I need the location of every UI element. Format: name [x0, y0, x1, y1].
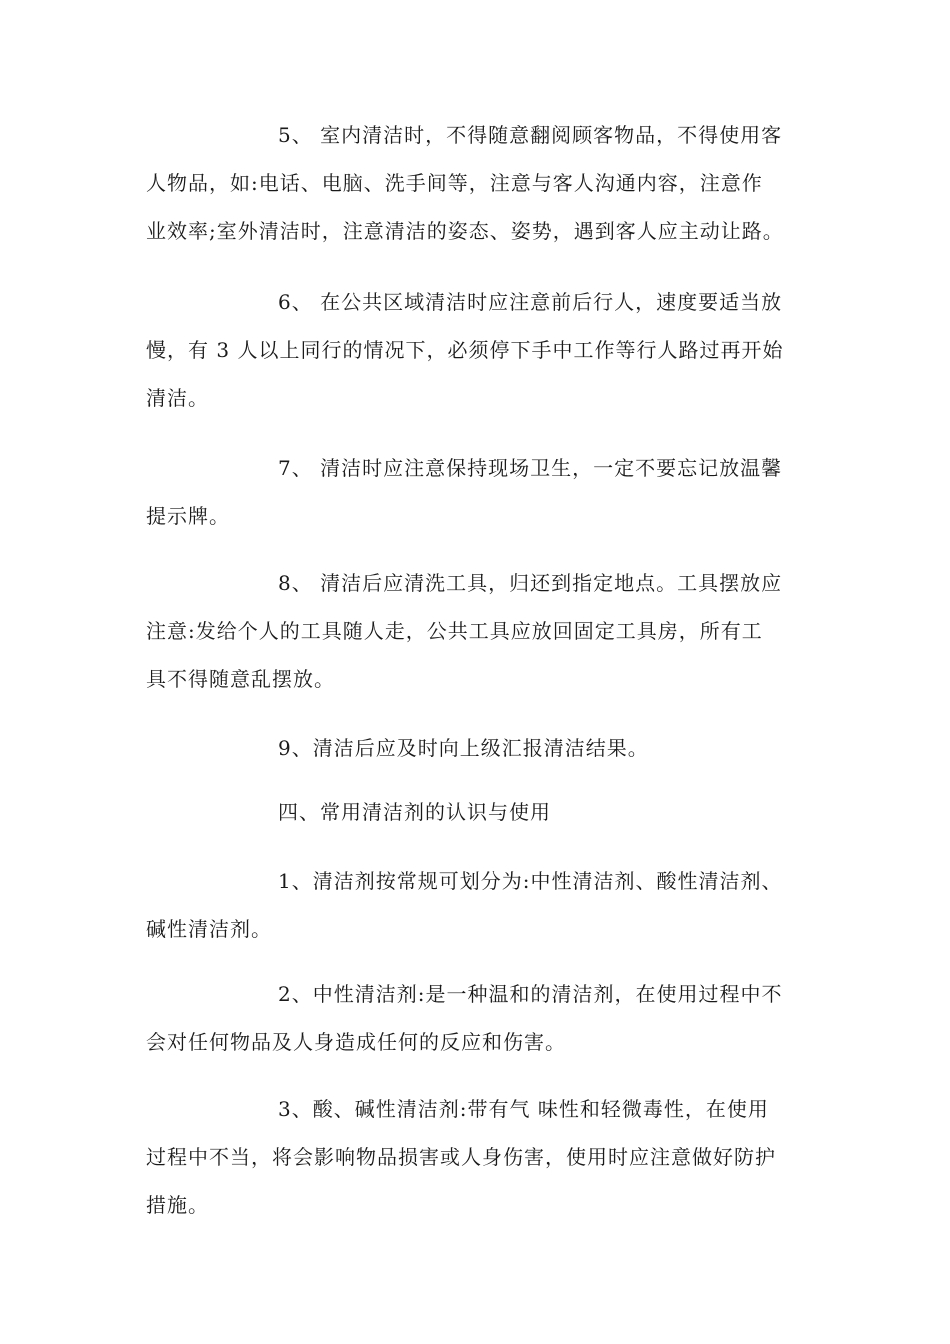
paragraph-item-5: [146, 111, 810, 255]
paragraph-line: 慢，有 3 人以上同行的情况下，必须停下手中工作等行人路过再开始: [146, 338, 784, 362]
section-heading: [146, 788, 810, 836]
paragraph-line: 措施。: [146, 1193, 209, 1217]
paragraph-line: 5、 室内清洁时，不得随意翻阅顾客物品，不得使用客: [278, 123, 783, 147]
paragraph-item-2: [146, 970, 810, 1066]
paragraph-line: 7、 清洁时应注意保持现场卫生，一定不要忘记放温馨: [278, 456, 783, 480]
paragraph-item-1: [146, 857, 810, 953]
paragraph-line: 碱性清洁剂。: [146, 917, 272, 941]
paragraph-line: 清洁。: [146, 386, 209, 410]
section-heading-text: 四、常用清洁剂的认识与使用: [278, 800, 551, 824]
paragraph-line: 业效率;室外清洁时，注意清洁的姿态、姿势，遇到客人应主动让路。: [146, 219, 784, 243]
paragraph-item-6: [146, 278, 810, 422]
paragraph-item-8: [146, 559, 810, 703]
paragraph-item-7: [146, 444, 810, 540]
paragraph-line: 3、酸、碱性清洁剂:带有气 味性和轻微毒性，在使用: [278, 1097, 769, 1121]
paragraph-item-3: [146, 1085, 810, 1229]
paragraph-line: 2、中性清洁剂:是一种温和的清洁剂，在使用过程中不: [278, 982, 783, 1006]
paragraph-line: 6、 在公共区域清洁时应注意前后行人，速度要适当放: [278, 290, 783, 314]
paragraph-line: 人物品，如:电话、电脑、洗手间等，注意与客人沟通内容，注意作: [146, 171, 763, 195]
paragraph-line: 提示牌。: [146, 504, 230, 528]
paragraph-line: 过程中不当，将会影响物品损害或人身伤害，使用时应注意做好防护: [146, 1145, 776, 1169]
paragraph-line: 注意:发给个人的工具随人走，公共工具应放回固定工具房，所有工: [146, 619, 763, 643]
paragraph-line: 具不得随意乱摆放。: [146, 667, 335, 691]
paragraph-line: 1、清洁剂按常规可划分为:中性清洁剂、酸性清洁剂、: [278, 869, 783, 893]
paragraph-line: 8、 清洁后应清洗工具，归还到指定地点。工具摆放应: [278, 571, 783, 595]
paragraph-line: 会对任何物品及人身造成任何的反应和伤害。: [146, 1030, 566, 1054]
paragraph-item-9: [146, 724, 810, 772]
paragraph-line: 9、清洁后应及时向上级汇报清洁结果。: [278, 736, 649, 760]
